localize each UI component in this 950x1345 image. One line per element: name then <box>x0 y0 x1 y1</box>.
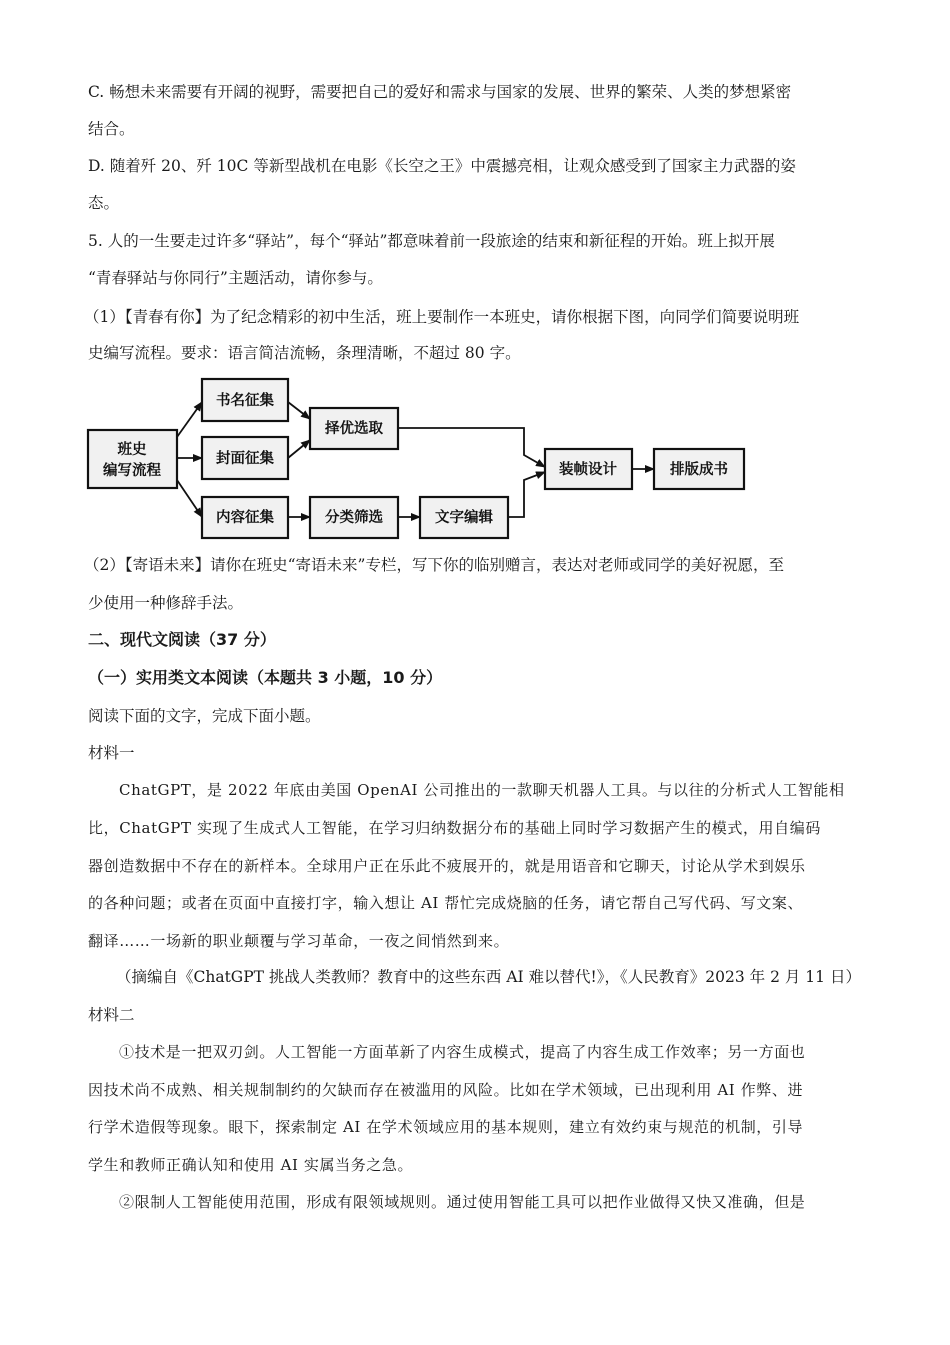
question-5-sub1-line-2: 史编写流程。要求：语言简洁流畅，条理清晰，不超过 80 字。 <box>88 344 521 362</box>
node-select-best <box>310 408 398 449</box>
question-5-stem-line-2: “青春驿站与你同行”主题活动，请你参与。 <box>88 269 383 287</box>
node-select-best-label: 择优选取 <box>325 421 383 437</box>
material-1-line-3: 器创造数据中不存在的新样本。全球用户正在乐此不疲展开的，就是用语音和它聊天，讨论从学术到娱乐 <box>88 857 806 875</box>
edge-select-to-binding <box>398 428 545 467</box>
node-start-label-1: 班史 <box>117 442 147 458</box>
edge-title-to-select <box>288 402 310 419</box>
question-5-sub2-line-2: 少使用一种修辞手法。 <box>88 594 244 612</box>
material-2-label: 材料二 <box>88 1006 135 1024</box>
node-cover-collect <box>202 437 288 479</box>
edge-cover-to-select <box>288 440 310 458</box>
node-typeset-label: 排版成书 <box>670 462 728 478</box>
material-2-p1-line-2: 因技术尚不成熟、相关规制制约的欠缺而存在被滥用的风险。比如在学术领域，已出现利用 AI 作弊、进 <box>88 1081 804 1099</box>
option-c-line-2: 结合。 <box>88 120 135 138</box>
edge-start-to-title <box>177 402 202 437</box>
node-binding-design <box>545 449 632 489</box>
reading-instruction: 阅读下面的文字，完成下面小题。 <box>88 707 321 725</box>
node-content-collect <box>202 497 288 538</box>
material-2-p1-line-3: 行学术造假等现象。眼下，探索制定 AI 在学术领域应用的基本规则，建立有效约束与规范的机制，引导 <box>88 1118 804 1136</box>
node-content-collect-label: 内容征集 <box>216 510 274 526</box>
question-5-stem-line-1: 5. 人的一生要走过许多“驿站”，每个“驿站”都意味着前一段旅途的结束和新征程的开始。班上拟开展 <box>88 232 775 250</box>
material-2-p1-line-4: 学生和教师正确认知和使用 AI 实属当务之急。 <box>88 1156 414 1174</box>
question-5-sub2-line-1: （2）【寄语未来】请你在班史“寄语未来”专栏，写下你的临别赠言，表达对老师或同学的美好祝愿，至 <box>84 556 784 574</box>
node-binding-design-label: 装帧设计 <box>559 462 617 478</box>
node-categorize <box>310 497 398 538</box>
class-history-flowchart <box>0 0 950 545</box>
node-cover-collect-label: 封面征集 <box>216 451 274 467</box>
node-categorize-label: 分类筛选 <box>325 510 383 526</box>
material-1-line-2: 比，ChatGPT 实现了生成式人工智能，在学习归纳数据分布的基础上同时学习数据产生的模式，用自编码 <box>88 819 821 837</box>
option-d-line-1: D. 随着歼 20、歼 10C 等新型战机在电影《长空之王》中震撼亮相，让观众感受到了国家主力武器的姿 <box>88 157 796 175</box>
section-heading: 二、现代文阅读（37 分） <box>88 630 276 649</box>
question-5-sub1-line-1: （1）【青春有你】为了纪念精彩的初中生活，班上要制作一本班史，请你根据下图，向同学们简要说明班 <box>84 308 800 326</box>
section-sub-heading: （一）实用类文本阅读（本题共 3 小题，10 分） <box>88 668 443 687</box>
material-2-p1-line-1: ①技术是一把双刃剑。人工智能一方面革新了内容生成模式，提高了内容生成工作效率；另一方面也 <box>119 1043 806 1061</box>
node-typeset <box>654 449 744 489</box>
node-text-edit <box>420 497 508 538</box>
material-2-p2-line-1: ②限制人工智能使用范围，形成有限领域规则。通过使用智能工具可以把作业做得又快又准确，但是 <box>119 1193 806 1211</box>
node-text-edit-label: 文字编辑 <box>435 510 493 526</box>
material-1-label: 材料一 <box>88 744 135 762</box>
edge-text-edit-to-binding <box>508 472 545 517</box>
material-1-source: （摘编自《ChatGPT 挑战人类教师？教育中的这些东西 AI 难以替代!》，《人民教育》2023 年 2 月 11 日） <box>116 968 861 986</box>
option-d-line-2: 态。 <box>88 194 120 212</box>
node-start-label-2: 编写流程 <box>103 463 161 479</box>
edge-start-to-content <box>177 480 202 517</box>
node-title-collect <box>202 379 288 421</box>
material-1-line-4: 的各种问题；或者在页面中直接打字，输入想让 AI 帮忙完成烧脑的任务，请它帮自己写代码、写文案、 <box>88 894 804 912</box>
option-c-line-1: C. 畅想未来需要有开阔的视野，需要把自己的爱好和需求与国家的发展、世界的繁荣、人类的梦想紧密 <box>88 83 792 101</box>
node-title-collect-label: 书名征集 <box>216 393 274 409</box>
node-start <box>88 430 177 488</box>
material-1-line-1: ChatGPT，是 2022 年底由美国 OpenAI 公司推出的一款聊天机器人工具。与以往的分析式人工智能相 <box>119 781 845 799</box>
material-1-line-5: 翻译……一场新的职业颠覆与学习革命，一夜之间悄然到来。 <box>88 932 510 950</box>
